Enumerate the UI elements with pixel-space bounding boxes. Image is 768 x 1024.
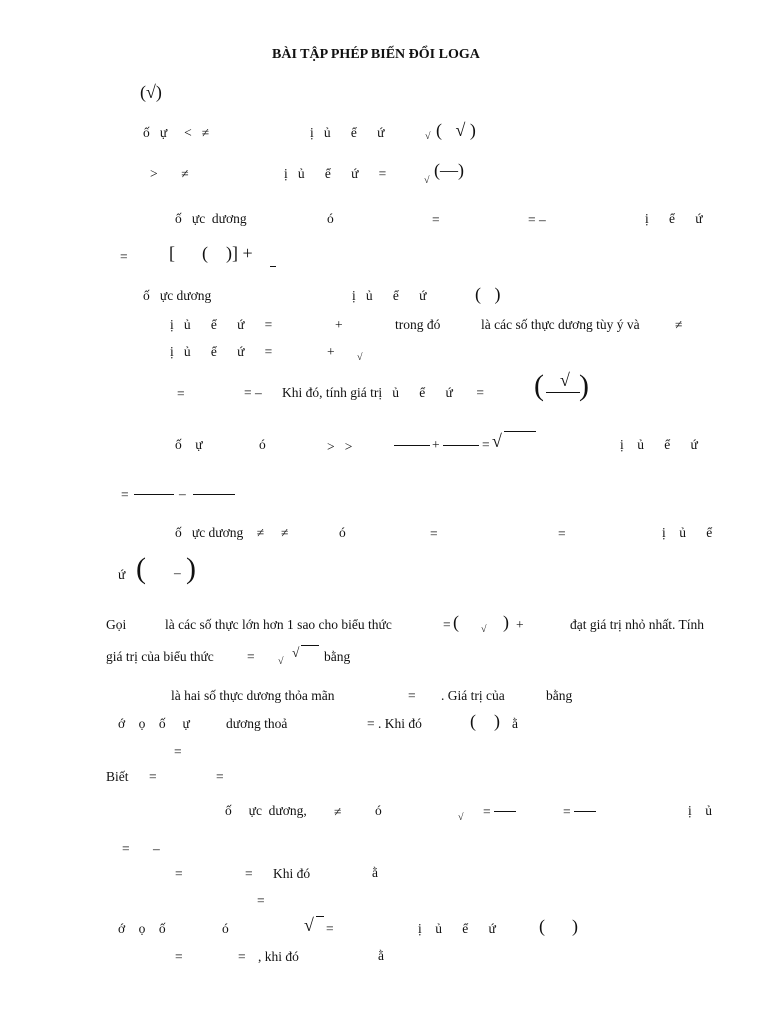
math-text: = (238, 949, 246, 964)
sqrt-symbol: √ (424, 175, 430, 186)
math-text: ố ự (175, 437, 203, 452)
math-text: > > (327, 439, 353, 454)
fraction-bar (443, 445, 479, 446)
math-text: ị ủ (688, 803, 713, 818)
paren-right: ) (503, 612, 509, 632)
math-text: = – (244, 385, 262, 400)
math-text: > ≠ (150, 166, 189, 181)
math-text: = (245, 866, 253, 881)
math-text: ó (375, 803, 382, 818)
sqrt-symbol: √ (357, 352, 363, 363)
math-text: ị ủ ể ứ (352, 288, 427, 303)
sqrt-bar (504, 431, 536, 432)
fraction-bar (193, 494, 235, 495)
math-text: bằng (546, 688, 573, 703)
math-text: + (516, 617, 524, 632)
math-text: = (443, 617, 451, 632)
math-text: ị ủ ể ứ (418, 921, 496, 936)
paren-right: ) (579, 369, 589, 402)
math-text: = (326, 921, 334, 936)
paren-left: ( (453, 612, 459, 632)
math-text: ằ (378, 948, 384, 963)
math-text: – (179, 486, 186, 501)
math-text: = (175, 949, 183, 964)
math-text: ị ủ ể ứ = (170, 344, 273, 359)
fraction-bar (546, 392, 580, 393)
math-text: = (247, 649, 255, 664)
math-text: ớ ọ ố (118, 921, 166, 936)
paren-left: ( (136, 552, 146, 585)
sqrt-symbol: √ (425, 131, 431, 142)
paren-right: ) (186, 552, 196, 585)
math-text: Biết (106, 769, 129, 784)
math-text: . Khi đó (378, 716, 422, 731)
page-title: BÀI TẬP PHÉP BIẾN ĐỔI LOGA (272, 47, 480, 62)
math-expression: [ ( )] + (169, 243, 253, 263)
sqrt-symbol: √ (492, 431, 502, 451)
math-text: Khi đó, tính giá trị ủ ể ứ = (282, 385, 485, 400)
math-text: , khi đó (258, 949, 299, 964)
math-text: Gọi (106, 617, 127, 632)
math-text: ố ực dương (175, 211, 247, 226)
sqrt-symbol: √ (560, 370, 570, 390)
math-text: ị ủ ể ứ = (284, 166, 387, 181)
math-text: = (408, 688, 416, 703)
fraction-bar (134, 494, 174, 495)
math-text: = (175, 866, 183, 881)
math-text: + (335, 317, 343, 332)
math-text: = (122, 841, 130, 856)
math-expression: ( √ ) (436, 120, 476, 140)
math-text: ó (327, 211, 334, 226)
math-text: ó (259, 437, 266, 452)
sqrt-symbol: √ (304, 915, 314, 935)
math-text: dương thoả (226, 716, 288, 731)
math-text: = (216, 769, 224, 784)
math-text: ố ực dương ≠ ≠ (175, 525, 289, 540)
math-text: = (257, 893, 265, 908)
math-text: = (120, 249, 128, 264)
minus-mark (270, 266, 276, 267)
math-text: ằ (512, 716, 518, 731)
math-text: = (558, 526, 566, 541)
math-text: ị ủ ể ứ = (170, 317, 273, 332)
math-text: ị ủ ể ứ (620, 437, 698, 452)
math-text: + (327, 344, 335, 359)
math-text: = (121, 487, 129, 502)
math-text: . Giá trị của (441, 688, 505, 703)
math-text: – (174, 565, 181, 580)
sqrt-symbol: √ (292, 645, 300, 660)
sqrt-bar (316, 916, 324, 917)
math-text: giá trị của biểu thức (106, 649, 214, 664)
fraction-bar (394, 445, 430, 446)
math-text: ị ủ ể (662, 525, 713, 540)
math-expression: (√) (140, 82, 162, 102)
math-text: ≠ (334, 804, 342, 819)
sqrt-bar (301, 645, 319, 646)
math-text: ị ủ ể ứ (310, 125, 385, 140)
math-text: ≠ (675, 317, 683, 332)
math-text: = (430, 526, 438, 541)
math-text: – (153, 841, 160, 856)
math-text: bằng (324, 649, 351, 664)
fraction-bar (494, 811, 516, 812)
math-text: ó (222, 921, 229, 936)
math-text: ứ (118, 567, 126, 582)
math-text: = (174, 744, 182, 759)
math-expression: ( ) (470, 711, 500, 731)
math-text: đạt giá trị nhỏ nhất. Tính (570, 617, 704, 632)
math-expression: (—) (434, 160, 464, 180)
math-text: ằ (372, 865, 378, 880)
math-text: ớ ọ ố ự (118, 716, 190, 731)
math-text: = (563, 804, 571, 819)
math-text: ố ự < ≠ (143, 125, 210, 140)
math-text: Khi đó (273, 866, 311, 881)
sqrt-symbol: √ (458, 812, 464, 823)
paren-left: ( (534, 369, 544, 402)
math-expression: ( ) (475, 284, 501, 304)
fraction-bar (574, 811, 596, 812)
math-text: là hai số thực dương thỏa mãn (171, 688, 335, 703)
math-text: = (432, 212, 440, 227)
sqrt-symbol: √ (481, 624, 487, 635)
math-text: = (177, 386, 185, 401)
math-text: ó (339, 525, 346, 540)
math-text: = – (528, 212, 546, 227)
math-expression: ( ) (539, 916, 578, 936)
math-text: = (367, 716, 375, 731)
math-text: = (482, 437, 490, 452)
math-text: ố ực dương (143, 288, 212, 303)
math-text: = (483, 804, 491, 819)
math-text: trong đó (395, 317, 441, 332)
math-text: là các số thực lớn hơn 1 sao cho biểu thức (165, 617, 392, 632)
math-text: ố ực dương, (225, 803, 307, 818)
math-text: = (149, 769, 157, 784)
math-text: là các số thực dương tùy ý và (481, 317, 640, 332)
sqrt-symbol: √ (278, 656, 284, 667)
math-text: + (432, 437, 440, 452)
math-text: ị ể ứ (645, 211, 703, 226)
